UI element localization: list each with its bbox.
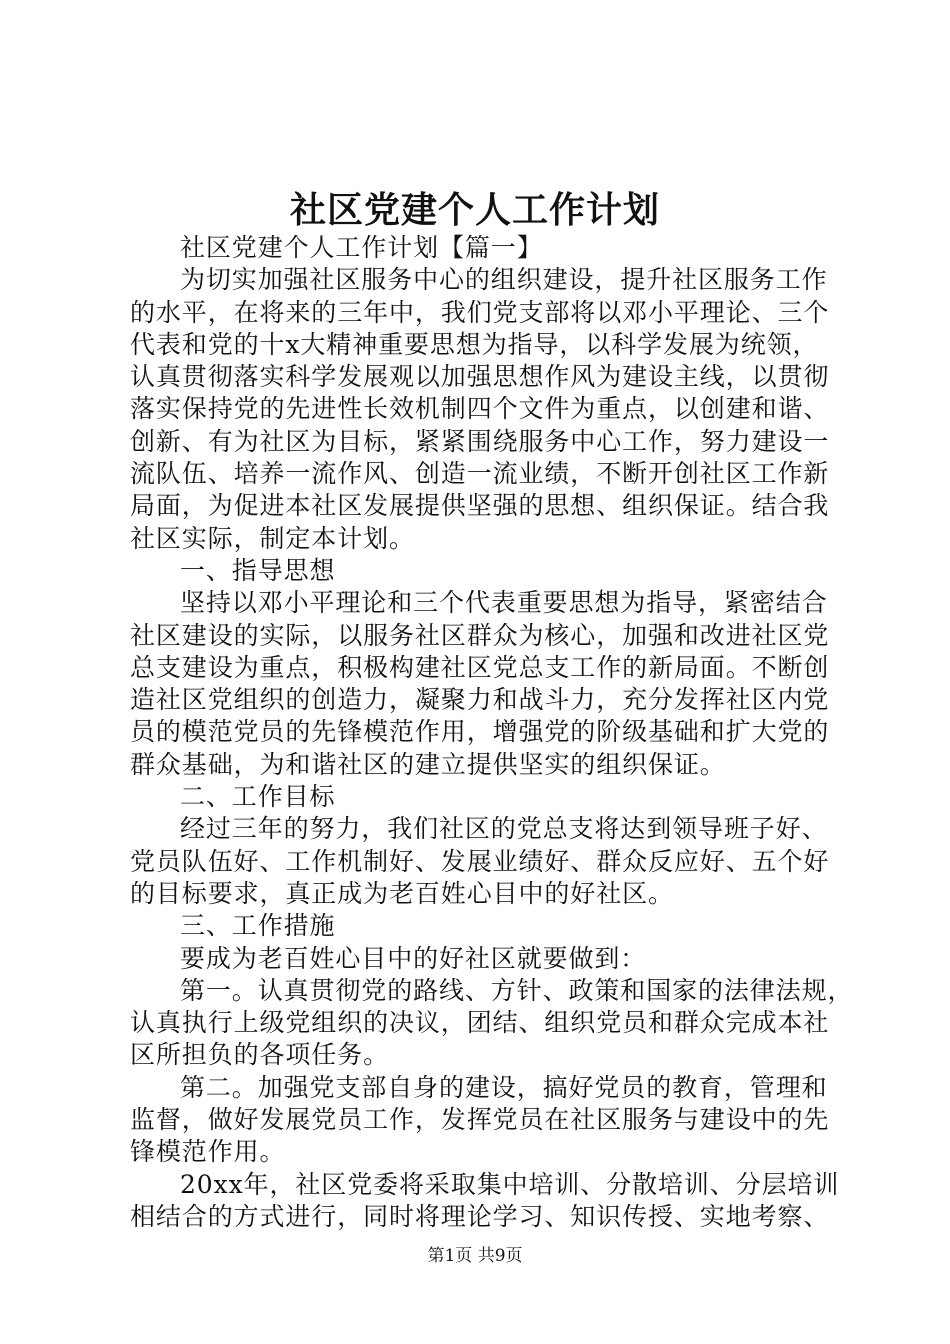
paragraph-line: 社区建设的实际，以服务社区群众为核心，加强和改进社区党 <box>130 620 830 650</box>
paragraph-line: 代表和党的十x大精神重要思想为指导，以科学发展为统领， <box>130 329 819 359</box>
paragraph-line: 锋模范作用。 <box>130 1137 286 1167</box>
paragraph-line: 社区实际，制定本计划。 <box>130 523 415 553</box>
paragraph-line: 相结合的方式进行，同时将理论学习、知识传授、实地考察、 <box>130 1201 830 1231</box>
paragraph-line: 第二。加强党支部自身的建设，搞好党员的教育，管理和 <box>180 1072 828 1102</box>
paragraph-line: 20xx年，社区党委将采取集中培训、分散培训、分层培训 <box>180 1169 840 1199</box>
paragraph-line: 群众基础，为和谐社区的建立提供坚实的组织保证。 <box>130 749 726 779</box>
paragraph-line: 员的模范党员的先锋模范作用，增强党的阶级基础和扩大党的 <box>130 717 830 747</box>
paragraph-line: 第一。认真贯彻党的路线、方针、政策和国家的法律法规， <box>180 975 854 1005</box>
paragraph-line: 的目标要求，真正成为老百姓心目中的好社区。 <box>130 878 674 908</box>
paragraph-line: 流队伍、培养一流作风、创造一流业绩，不断开创社区工作新 <box>130 459 830 489</box>
paragraph-line: 监督，做好发展党员工作，发挥党员在社区服务与建设中的先 <box>130 1105 830 1135</box>
section-heading: 二、工作目标 <box>180 782 336 812</box>
paragraph-line: 总支建设为重点，积极构建社区党总支工作的新局面。不断创 <box>130 652 830 682</box>
paragraph-line: 局面，为促进本社区发展提供坚强的思想、组织保证。结合我 <box>130 491 830 521</box>
page-number-footer: 第1页 共9页 <box>427 1246 523 1266</box>
section-heading: 三、工作措施 <box>180 911 336 941</box>
section-heading: 一、指导思想 <box>180 555 336 585</box>
paragraph-line: 的水平，在将来的三年中，我们党支部将以邓小平理论、三个 <box>130 297 830 327</box>
paragraph-line: 为切实加强社区服务中心的组织建设，提升社区服务工作 <box>180 265 828 295</box>
section-heading: 社区党建个人工作计划【篇一】 <box>180 233 543 262</box>
paragraph-line: 认真贯彻落实科学发展观以加强思想作风为建设主线，以贯彻 <box>130 362 830 392</box>
paragraph-line: 落实保持党的先进性长效机制四个文件为重点，以创建和谐、 <box>130 394 830 424</box>
paragraph-line: 认真执行上级党组织的决议，团结、组织党员和群众完成本社 <box>130 1008 830 1038</box>
document-title: 社区党建个人工作计划 <box>289 189 660 231</box>
paragraph-line: 经过三年的努力，我们社区的党总支将达到领导班子好、 <box>180 814 828 844</box>
document-body <box>130 232 854 1233</box>
paragraph-line: 党员队伍好、工作机制好、发展业绩好、群众反应好、五个好 <box>130 846 830 876</box>
paragraph-line: 造社区党组织的创造力，凝聚力和战斗力，充分发挥社区内党 <box>130 685 830 715</box>
paragraph-line: 区所担负的各项任务。 <box>130 1040 390 1070</box>
paragraph-line: 要成为老百姓心目中的好社区就要做到： <box>180 943 647 973</box>
paragraph-line: 坚持以邓小平理论和三个代表重要思想为指导，紧密结合 <box>180 588 828 618</box>
paragraph-line: 创新、有为社区为目标，紧紧围绕服务中心工作，努力建设一 <box>130 426 830 456</box>
